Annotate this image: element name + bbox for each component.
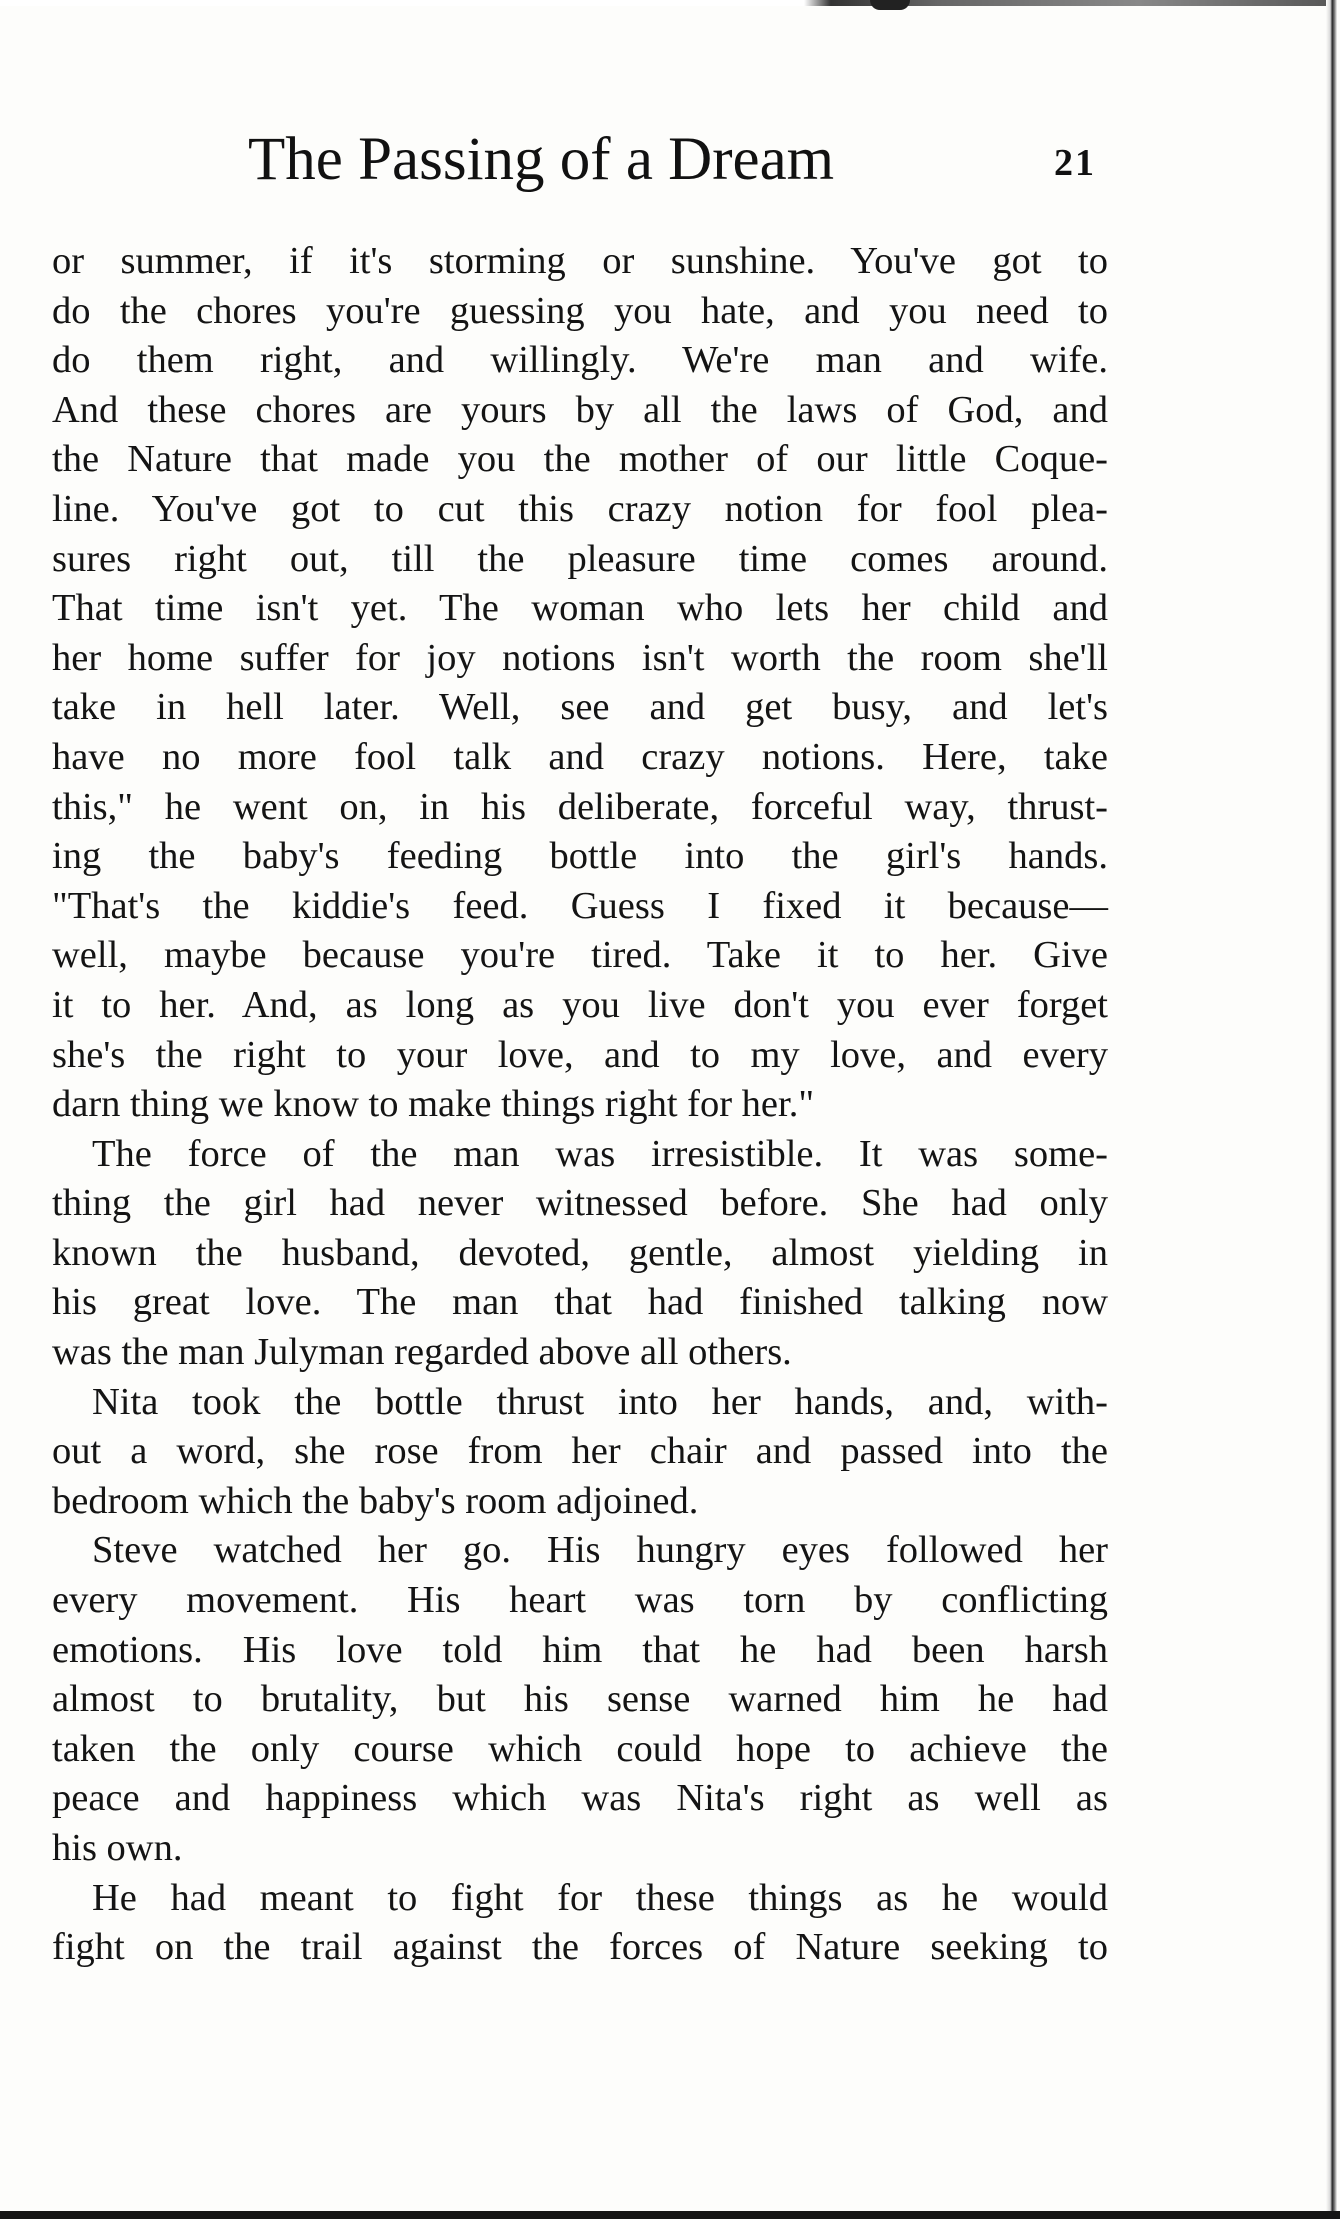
text-line: sures right out, till the pleasure time comes around. [52, 537, 1108, 580]
text-line: That time isn't yet. The woman who lets her child and [52, 587, 1108, 630]
text-line: almost to brutality, but his sense warned him he had [52, 1678, 1108, 1721]
text-line: taken the only course which could hope to achieve the [52, 1727, 1108, 1770]
text-line: have no more fool talk and crazy notions. Here, take [52, 735, 1108, 778]
text-line: Nita took the bottle thrust into her hands, and, with- [92, 1380, 1108, 1423]
text-line: do them right, and willingly. We're man and wife. [52, 339, 1108, 382]
text-line: darn thing we know to make things right for her." [52, 1083, 815, 1126]
text-line: ing the baby's feeding bottle into the girl's hands. [52, 835, 1108, 878]
page-number: 21 [1054, 142, 1096, 184]
text-line: line. You've got to cut this crazy notion for fool plea- [52, 487, 1108, 530]
page-top-edge [0, 0, 1340, 6]
text-line: out a word, she rose from her chair and passed into the [52, 1430, 1108, 1473]
text-line: his great love. The man that had finished talking now [52, 1281, 1108, 1324]
text-line: The force of the man was irresistible. It was some- [92, 1132, 1108, 1175]
text-line: do the chores you're guessing you hate, and you need to [52, 289, 1108, 332]
scan-clip-mark [870, 0, 910, 10]
body-text [52, 237, 1108, 1973]
text-line: it to her. And, as long as you live don't you ever forget [52, 983, 1108, 1026]
text-line: thing the girl had never witnessed before. She had only [52, 1182, 1108, 1225]
text-line: her home suffer for joy notions isn't worth the room she'll [52, 636, 1108, 679]
text-line: or summer, if it's storming or sunshine. You've got to [52, 240, 1108, 282]
text-line: bedroom which the baby's room adjoined. [52, 1479, 699, 1522]
page-bottom-edge [0, 2211, 1340, 2219]
text-line: this," he went on, in his deliberate, forceful way, thrust- [52, 785, 1108, 828]
text-line: his own. [52, 1827, 183, 1869]
text-line: fight on the trail against the forces of Nature seeking to [52, 1926, 1108, 1969]
text-line: she's the right to your love, and to my love, and every [52, 1033, 1108, 1076]
text-line: well, maybe because you're tired. Take it to her. Give [52, 934, 1108, 977]
text-line: was the man Julyman regarded above all others. [52, 1331, 792, 1374]
page-right-edge [1326, 0, 1340, 2219]
text-line: peace and happiness which was Nita's right as well as [52, 1777, 1108, 1820]
text-line: take in hell later. Well, see and get busy, and let's [52, 686, 1108, 729]
text-line: He had meant to fight for these things as he would [92, 1876, 1108, 1919]
text-line: the Nature that made you the mother of our little Coque- [52, 438, 1108, 481]
running-title: The Passing of a Dream [248, 126, 835, 193]
text-line: every movement. His heart was torn by conflicting [52, 1579, 1108, 1622]
text-line: emotions. His love told him that he had been harsh [52, 1628, 1108, 1671]
text-line: And these chores are yours by all the laws of God, and [52, 388, 1108, 431]
text-line: "That's the kiddie's feed. Guess I fixed it because— [52, 884, 1108, 927]
page-header [0, 120, 1340, 200]
text-line: Steve watched her go. His hungry eyes followed her [92, 1529, 1108, 1572]
text-line: known the husband, devoted, gentle, almost yielding in [52, 1231, 1108, 1274]
